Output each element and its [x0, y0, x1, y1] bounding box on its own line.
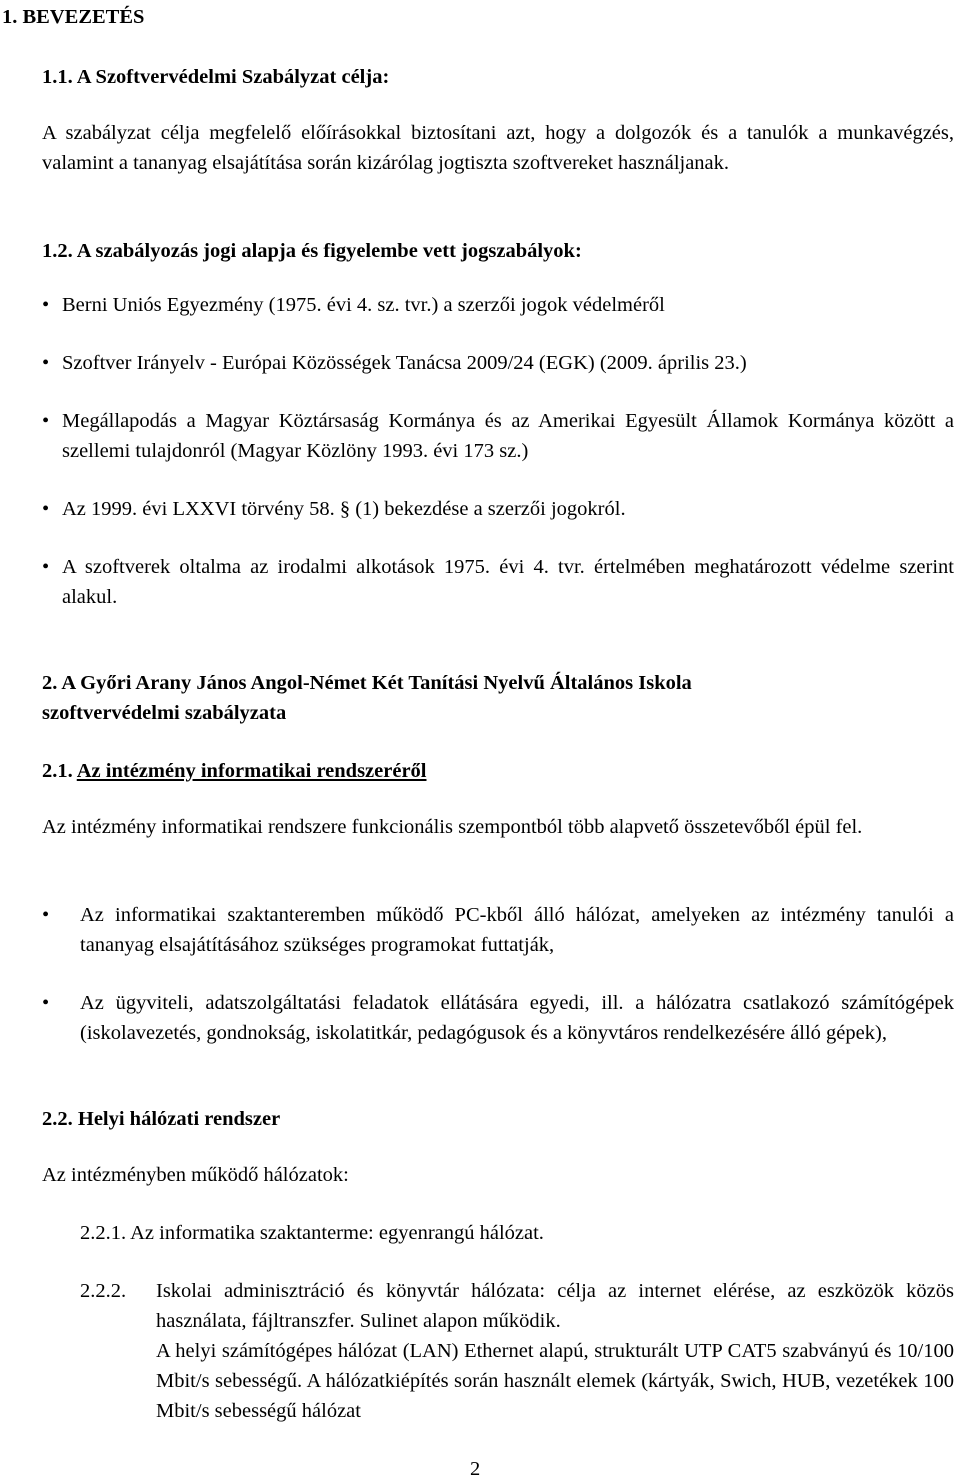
bullet-icon: •	[42, 556, 50, 578]
network-item-text: Az informatika szaktanterme: egyenrangú hálózat.	[130, 1222, 544, 1244]
list-item	[42, 900, 954, 960]
bullet-icon: •	[42, 498, 50, 520]
system-item-text: Az informatikai szaktanteremben működő PC-kből álló hálózat, amelyeken az intézmény tanulói a tananyag elsajátításához szükséges programokat futtatják,	[80, 904, 954, 956]
heading-1-2: 1.2. A szabályozás jogi alapja és figyelembe vett jogszabályok:	[42, 240, 582, 262]
network-item-details: A helyi számítógépes hálózat (LAN) Ethernet alapú, strukturált UTP CAT5 szabványú és 10/100 Mbit/s sebességű. A hálózatkiépítés során használt elemek (kártyák, Swich, HUB, vezetékek 100 Mbit/s sebességű hálózat	[156, 1340, 954, 1422]
paragraph-networks: Az intézményben működő hálózatok:	[42, 1164, 349, 1186]
heading-2-1-title: Az intézmény informatikai rendszeréről	[76, 760, 427, 782]
network-item-number: 2.2.1.	[80, 1222, 127, 1244]
heading-2-2: 2.2. Helyi hálózati rendszer	[42, 1108, 281, 1130]
legal-item-text: Berni Uniós Egyezmény (1975. évi 4. sz. tvr.) a szerzői jogok védelméről	[62, 294, 665, 316]
bullet-icon: •	[42, 410, 50, 432]
page-number: 2	[470, 1458, 481, 1480]
paragraph-system: Az intézmény informatikai rendszere funkcionális szempontból több alapvető összetevőből épül fel.	[42, 816, 863, 838]
system-item-text: Az ügyviteli, adatszolgáltatási feladatok ellátására egyedi, ill. a hálózatra csatlakozó számítógépek (iskolavezetés, gondnokság, iskolatitkár, pedagógusok és a könyvtáros rendelkezésére álló gépek),	[80, 992, 954, 1044]
legal-item-text: A szoftverek oltalma az irodalmi alkotások 1975. évi 4. tvr. értelmében meghatározott védelme szerint alakul.	[62, 556, 954, 608]
paragraph-purpose: A szabályzat célja megfelelő előírásokkal biztosítani azt, hogy a dolgozók és a tanulók a munkavégzés, valamint a tananyag elsajátítása során kizárólag jogtiszta szoftvereket használjanak.	[42, 122, 954, 174]
network-item-text: Iskolai adminisztráció és könyvtár hálózata: célja az internet elérése, az eszközök közös használata, fájltranszfer. Sulinet alapon működik.	[156, 1280, 954, 1332]
bullet-icon: •	[42, 352, 50, 374]
network-item-number: 2.2.2.	[80, 1280, 127, 1302]
legal-item-text: Szoftver Irányelv - Európai Közösségek Tanácsa 2009/24 (EGK) (2009. április 23.)	[62, 352, 747, 374]
heading-2-line-2: szoftvervédelmi szabályzata	[42, 702, 287, 724]
bullet-icon: •	[42, 992, 50, 1014]
bullet-icon: •	[42, 294, 50, 316]
heading-2-line-1: 2. A Győri Arany János Angol-Német Két Tanítási Nyelvű Általános Iskola	[42, 672, 692, 694]
heading-bevezetes: 1. BEVEZETÉS	[2, 6, 145, 28]
list-item	[42, 988, 954, 1048]
list-item	[42, 290, 954, 320]
heading-2-1	[42, 756, 427, 786]
list-item	[42, 552, 954, 612]
network-item	[80, 1276, 954, 1426]
legal-item-text: Megállapodás a Magyar Köztársaság Kormánya és az Amerikai Egyesült Államok Kormánya között a szellemi tulajdonról (Magyar Közlöny 1993. évi 173 sz.)	[62, 410, 954, 462]
legal-item-text: Az 1999. évi LXXVI törvény 58. § (1) bekezdése a szerzői jogokról.	[62, 498, 626, 520]
heading-2-1-number: 2.1.	[42, 760, 73, 782]
list-item	[42, 348, 954, 378]
list-item	[42, 406, 954, 466]
network-item	[80, 1218, 954, 1248]
heading-2	[42, 668, 954, 728]
heading-1-1: 1.1. A Szoftvervédelmi Szabályzat célja:	[42, 66, 390, 88]
bullet-icon: •	[42, 904, 50, 926]
list-item	[42, 494, 954, 524]
